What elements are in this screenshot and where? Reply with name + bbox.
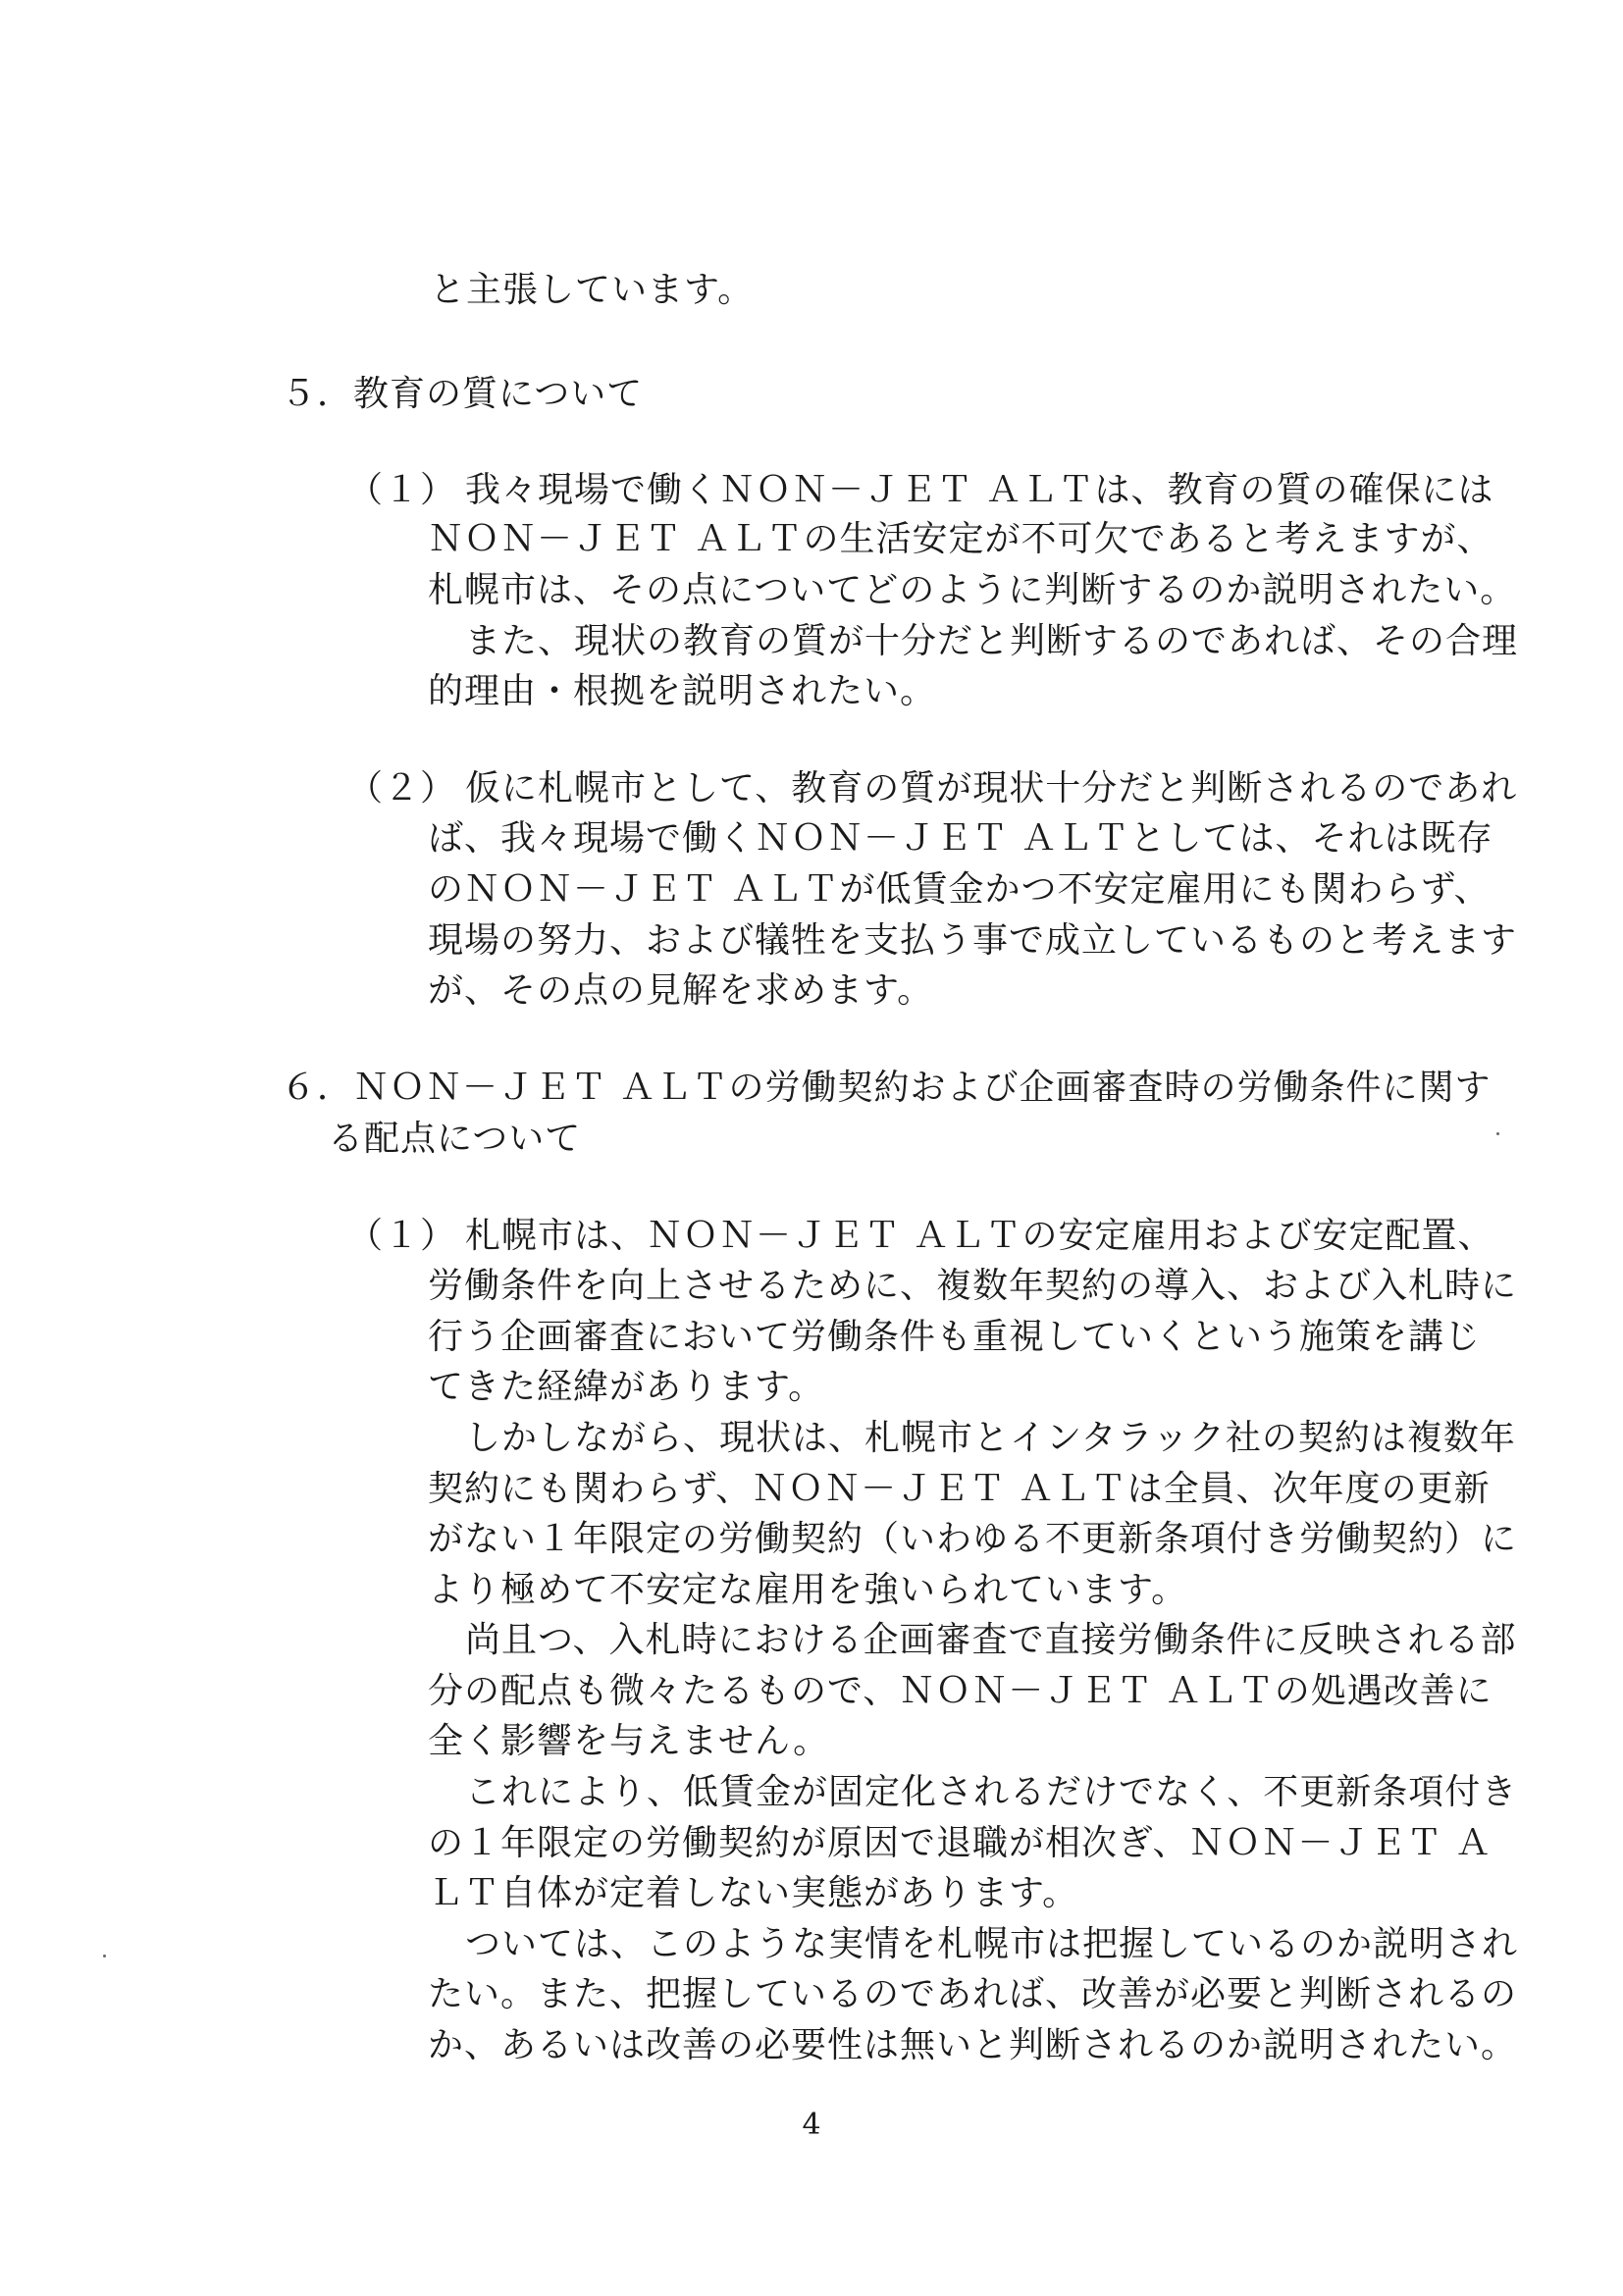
section-5-item-1-line: 的理由・根拠を説明されたい。 [428,671,937,711]
section-5-item-2-line: 仮に札幌市として、教育の質が現状十分だと判断されるのであれ [465,768,1518,809]
section-6-heading: る配点について [328,1119,582,1159]
section-6-item-1-line: 札幌市は、ＮＯＮ－ＪＥＴ ＡＬＴの安定雇用および安定配置、 [465,1216,1494,1256]
section-5-item-1-line: また、現状の教育の質が十分だと判断するのであれば、その合理 [465,621,1519,661]
section-6-item-1-line: たい。また、把握しているのであれば、改善が必要と判断されるの [428,1974,1518,2014]
section-6-item-1-line: か、あるいは改善の必要性は無いと判断されるのか説明されたい。 [428,2025,1518,2065]
section-5-item-2-line: 現場の努力、および犠牲を支払う事で成立しているものと考えます [428,920,1518,961]
section-6-item-1-line: の１年限定の労働契約が原因で退職が相次ぎ、ＮＯＮ－ＪＥＴ Ａ [428,1823,1492,1863]
section-6-item-1-line: がない１年限定の労働契約（いわゆる不更新条項付き労働契約）に [428,1519,1518,1559]
section-6-item-1-line: 分の配点も微々たるもので、ＮＯＮ－ＪＥＴ ＡＬＴの処遇改善に [428,1671,1492,1711]
scan-speck [1496,1132,1499,1135]
intro-continuation: と主張しています。 [430,270,755,310]
section-6-item-1-line: 契約にも関わらず、ＮＯＮ－ＪＥＴ ＡＬＴは全員、次年度の更新 [428,1469,1491,1509]
section-6-item-1-line: 労働条件を向上させるために、複数年契約の導入、および入札時に [428,1266,1518,1306]
section-5-item-2-marker: （２） [347,768,457,809]
section-6-item-1-line: しかしながら、現状は、札幌市とインタラック社の契約は複数年 [465,1418,1516,1458]
section-5-item-2-line: ば、我々現場で働くＮＯＮ－ＪＥＴ ＡＬＴとしては、それは既存 [428,818,1493,859]
section-6-item-1-marker: （１） [347,1216,457,1256]
section-6-item-1-line: 尚且つ、入札時における企画審査で直接労働条件に反映される部 [465,1620,1517,1660]
section-5-item-2-line: が、その点の見解を求めます。 [428,970,934,1011]
section-5-item-2-line: のＮＯＮ－ＪＥＴ ＡＬＴが低賃金かつ不安定雇用にも関わらず、 [428,869,1491,910]
section-5-item-1-line: 札幌市は、その点についてどのように判断するのか説明されたい。 [428,570,1517,610]
section-6-heading: ６．ＮＯＮ－ＪＥＴ ＡＬＴの労働契約および企画審査時の労働条件に関す [281,1068,1492,1108]
section-6-item-1-line: 行う企画審査において労働条件も重視していくという施策を講じ [428,1317,1482,1357]
page-number: 4 [802,2108,821,2142]
section-5-item-1-line: ＮＯＮ－ＪＥＴ ＡＬＴの生活安定が不可欠であると考えますが、 [428,519,1493,559]
section-6-item-1-line: これにより、低賃金が固定化されるだけでなく、不更新条項付き [465,1772,1518,1812]
section-5-heading: ５．教育の質について [281,374,644,414]
section-6-item-1-line: 全く影響を与えません。 [428,1721,830,1761]
section-6-item-1-line: てきた経緯があります。 [428,1367,825,1407]
section-5-item-1-line: 我々現場で働くＮＯＮ－ＪＥＴ ＡＬＴは、教育の質の確保には [465,470,1494,510]
section-5-item-1-marker: （１） [347,470,457,510]
section-6-item-1-line: ＬＴ自体が定着しない実態があります。 [428,1873,1079,1913]
section-6-item-1-line: ついては、このような実情を札幌市は把握しているのか説明され [465,1924,1519,1964]
scan-speck [103,1955,106,1957]
section-6-item-1-line: より極めて不安定な雇用を強いられています。 [428,1570,1188,1610]
